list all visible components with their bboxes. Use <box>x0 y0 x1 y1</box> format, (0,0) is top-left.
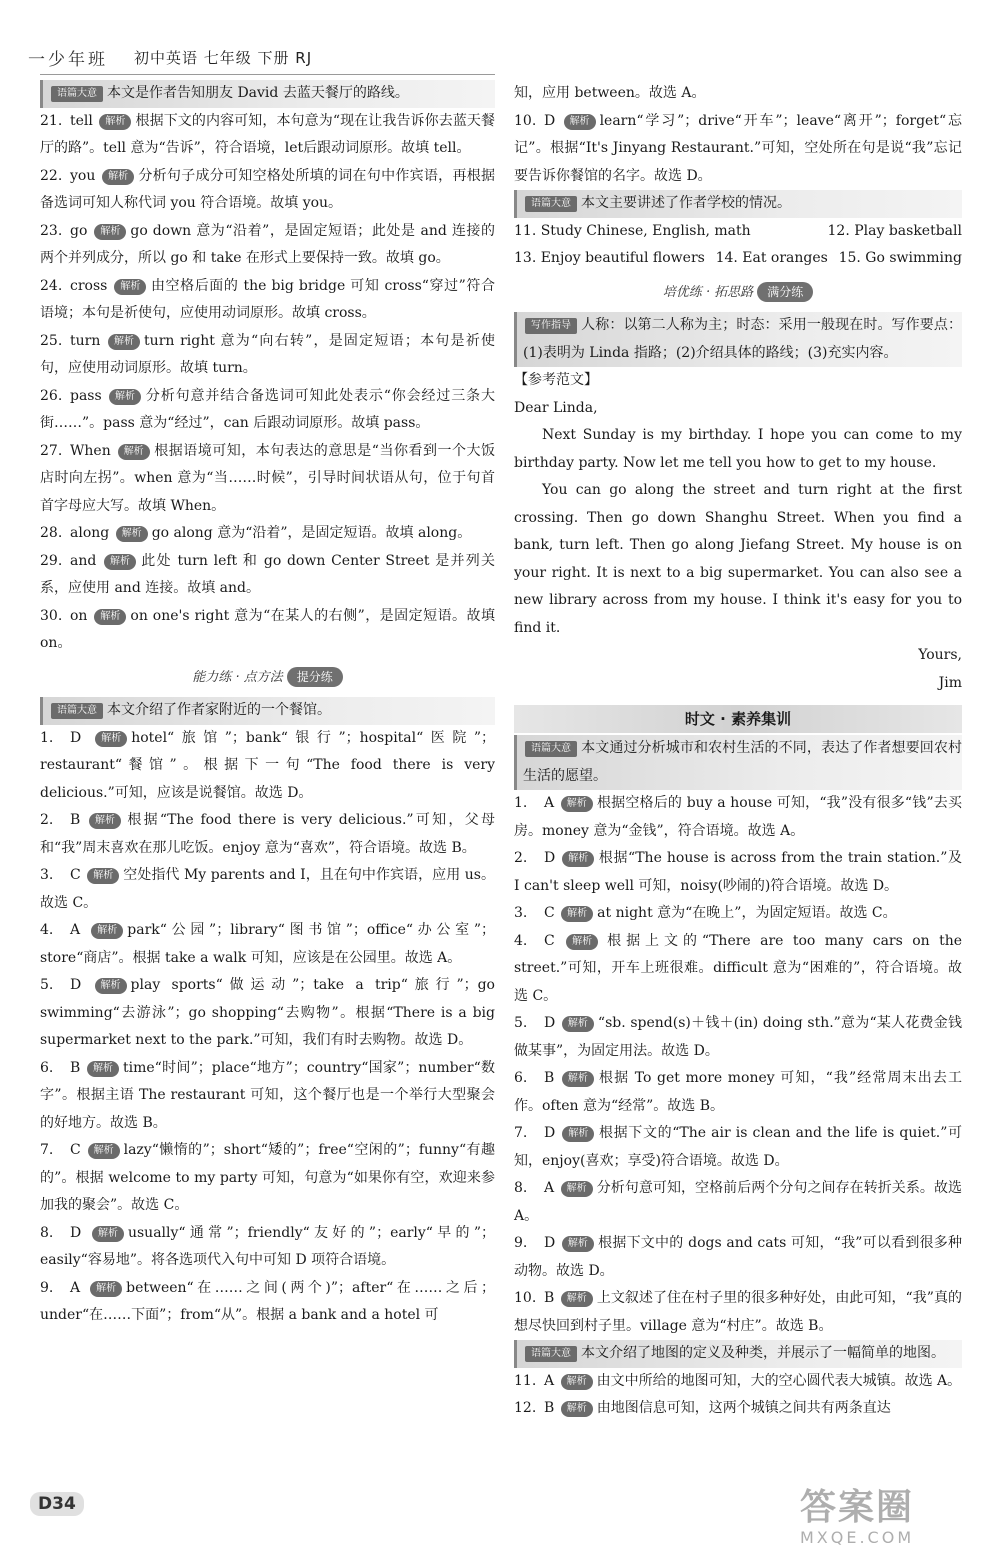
passage-summary: 语篇大意 本文主要讲述了作者学校的情况。 <box>514 190 962 218</box>
analysis-tag: 解析 <box>90 1281 122 1297</box>
analysis-tag: 解析 <box>99 114 131 130</box>
explanation-text: hotel“旅馆”；bank“银行”；hospital“医院”；restaurant“餐馆”。根据下一句“The food there is very delicious.”可知，应该是说餐馆。故选 D。 <box>40 729 496 801</box>
answer-item <box>40 218 495 273</box>
explanation-text: 根据空格后的 buy a house 可知，“我”没有很多“钱”去买房。money 意为“金钱”，符合语境。故选 A。 <box>514 795 962 839</box>
essay-closing: Yours, <box>918 647 962 663</box>
passage-summary: 语篇大意 本文通过分析城市和农村生活的不同，表达了作者想要回农村生活的愿望。 <box>514 735 962 790</box>
writing-tag: 写作指导 <box>525 318 577 334</box>
answer-list <box>40 725 495 1330</box>
answer-item <box>514 1010 962 1065</box>
continued-text: 知，应用 between。故选 A。 <box>514 85 706 101</box>
answer-value: C <box>544 905 555 921</box>
explanation-text: 根据下文的内容可知，本句意为“现在让我告诉你去蓝天餐厅的路”。tell 意为“告诉”，符合语境，let后跟动词原形。故填 tell。 <box>40 112 496 156</box>
explanation-text: 根据下文的“The air is clean and the life is quiet.”可知，enjoy(喜欢；享受)符合语境。故选 D。 <box>514 1125 962 1169</box>
answer-value: D <box>544 1235 556 1251</box>
analysis-tag: 解析 <box>562 1236 594 1252</box>
explanation-text: 由文中所给的地图可知，大的空心圆代表大城镇。故选 A。 <box>596 1372 962 1389</box>
answer-list <box>40 108 495 658</box>
analysis-tag: 解析 <box>564 114 596 130</box>
question-number: 23. <box>40 222 63 239</box>
answer-value: D <box>544 1125 556 1141</box>
answer-value: B <box>544 1290 555 1306</box>
question-number: 5. <box>40 977 54 993</box>
answer-item <box>514 1175 962 1230</box>
explanation-text: go down 意为“沿着”，是固定短语；此处是 and 连接的两个并列成分，所以 go 和 take 在形式上要保持一致。故填 go。 <box>40 222 495 266</box>
section-banner: 培优练 · 拓思路 满分练 <box>514 279 962 307</box>
watermark-logo: 答案圈 MXQE.COM <box>800 1487 915 1547</box>
answer-value: go <box>70 222 88 239</box>
question-number: 9. <box>514 1235 528 1251</box>
question-number: 10. <box>514 1290 537 1306</box>
answer-value: you <box>70 167 96 184</box>
question-number: 12. <box>514 1400 537 1416</box>
section-banner: 能力练 · 点方法 提分练 <box>40 664 495 692</box>
answer-item <box>40 1137 495 1220</box>
question-number: 10. <box>514 112 537 129</box>
analysis-tag: 解析 <box>109 389 141 405</box>
question-number: 21. <box>40 112 63 129</box>
analysis-tag: 解析 <box>116 526 148 542</box>
reference-title: 【参考范文】 <box>514 372 598 388</box>
analysis-tag: 解析 <box>102 169 134 185</box>
essay-salutation: Dear Linda, <box>514 399 598 416</box>
analysis-tag: 解析 <box>562 1016 594 1032</box>
question-number: 1. <box>514 795 528 811</box>
analysis-tag: 解析 <box>118 444 150 460</box>
answer-value: and <box>70 552 97 569</box>
answer-value: C <box>544 932 555 949</box>
essay-paragraph: You can go along the street and turn right at the first crossing. Then go down Shanghu Street. When you find a bank, turn left. Then go along Jiefang Street. My house is on your right. It is next to a big supermarket. You can also see a new library across from my house. I think it's easy for you to find it. <box>514 482 962 636</box>
explanation-text: 空处指代 My parents and I，且在句中作宾语，应用 us。故选 C。 <box>40 867 495 911</box>
sample-essay <box>514 395 962 698</box>
question-number: 6. <box>514 1070 528 1086</box>
analysis-tag: 解析 <box>87 1061 119 1077</box>
question-number: 26. <box>40 387 63 404</box>
answer-item <box>40 972 495 1055</box>
analysis-tag: 解析 <box>561 1291 593 1307</box>
answer-item <box>514 1285 962 1340</box>
answer-value: B <box>70 812 81 828</box>
short-answers-row <box>514 218 962 246</box>
essay-signature: Jim <box>938 674 962 691</box>
explanation-text: go along 意为“沿着”，是固定短语。故填 along。 <box>151 525 472 541</box>
short-answer: 13. Enjoy beautiful flowers <box>514 250 705 266</box>
question-number: 1. <box>40 729 54 746</box>
explanation-text: 上文叙述了住在村子里的很多种好处，由此可知，“我”真的想尽快回到村子里。village 意为“村庄”。故选 B。 <box>514 1290 962 1334</box>
answer-list <box>514 790 962 1340</box>
question-number: 5. <box>514 1015 528 1031</box>
answer-item <box>40 1055 495 1138</box>
question-number: 22. <box>40 167 63 184</box>
answer-item <box>40 1275 495 1330</box>
analysis-tag: 解析 <box>114 279 146 295</box>
explanation-text: 根据语境可知，本句表达的意思是“当你看到一个大饭店时向左拐”。when 意为“当……时候”，引导时间状语从句，位于句首首字母应大写。故填 When。 <box>40 442 496 514</box>
answer-value: D <box>544 1015 556 1031</box>
answer-item <box>40 108 495 163</box>
answer-value: B <box>544 1070 555 1086</box>
page-number: D34 <box>30 1492 84 1516</box>
analysis-tag: 解析 <box>94 609 126 625</box>
explanation-text: 此处 turn left 和 go down Center Street 是并列关系，应使用 and 连接。故填 and。 <box>40 552 495 596</box>
passage-summary: 语篇大意 本文介绍了地图的定义及种类，并展示了一幅简单的地图。 <box>514 1340 962 1368</box>
summary-tag: 语篇大意 <box>51 703 103 719</box>
answer-item <box>40 807 495 862</box>
question-number: 24. <box>40 277 63 294</box>
answer-item <box>514 108 962 191</box>
answer-item <box>40 862 495 917</box>
answer-value: pass <box>70 387 102 404</box>
analysis-tag: 解析 <box>561 796 593 812</box>
passage-summary: 语篇大意 本文介绍了作者家附近的一个餐馆。 <box>40 697 495 725</box>
explanation-text: usually“通常”；friendly“友好的”；early“早的”；easily“容易地”。将各选项代入句中可知 D 项符合语境。 <box>40 1224 495 1268</box>
question-number: 3. <box>514 905 528 921</box>
answer-item <box>40 383 495 438</box>
answer-item <box>40 548 495 603</box>
short-answers-row <box>514 245 962 273</box>
explanation-text: 根据“The house is across from the train station.”及 I can't sleep well 可知，noisy(吵闹的)符合语境。故选 D。 <box>514 850 962 894</box>
answer-value: D <box>70 729 82 746</box>
answer-item <box>514 900 962 928</box>
answer-item <box>514 1230 962 1285</box>
analysis-tag: 解析 <box>87 868 119 884</box>
analysis-tag: 解析 <box>562 851 594 867</box>
right-column <box>514 80 962 1423</box>
answer-item <box>514 845 962 900</box>
explanation-text: at night 意为“在晚上”，为固定短语。故选 C。 <box>597 905 897 921</box>
explanation-text: 分析句意并结合备选词可知此处表示“你会经过三条大街……”。pass 意为“经过”，can 后跟动词原形。故填 pass。 <box>40 387 496 431</box>
section-title: 时文 · 素养集训 <box>514 705 962 733</box>
answer-item <box>40 603 495 658</box>
question-number: 25. <box>40 332 63 349</box>
answer-value: B <box>544 1400 555 1416</box>
answer-value: D <box>70 977 82 993</box>
explanation-text: 由地图信息可知，这两个城镇之间共有两条直达 <box>596 1400 891 1416</box>
question-number: 11. <box>514 1372 537 1389</box>
explanation-text: between“在……之间(两个)”；after“在……之后；under“在……下面”；from“从”。根据 a bank and a hotel 可 <box>40 1279 495 1323</box>
answer-list <box>514 108 962 191</box>
answer-value: on <box>70 607 88 624</box>
analysis-tag: 解析 <box>108 334 140 350</box>
answer-item <box>40 1220 495 1275</box>
question-number: 8. <box>40 1224 54 1241</box>
essay-paragraph: Next Sunday is my birthday. I hope you can come to my birthday party. Now let me tell you how to get to my house. <box>514 427 962 471</box>
brand-logo: 一少年班 <box>28 49 108 70</box>
summary-tag: 语篇大意 <box>525 1346 577 1362</box>
analysis-tag: 解析 <box>95 731 127 747</box>
analysis-tag: 解析 <box>89 813 121 829</box>
question-number: 6. <box>40 1059 54 1076</box>
summary-tag: 语篇大意 <box>51 86 103 102</box>
left-column <box>40 80 495 1330</box>
answer-value: cross <box>70 277 108 294</box>
answer-value: A <box>544 1372 555 1389</box>
answer-list <box>514 1368 962 1423</box>
answer-item <box>514 790 962 845</box>
answer-value: along <box>70 525 110 541</box>
answer-value: C <box>70 1142 81 1158</box>
analysis-tag: 解析 <box>88 1143 120 1159</box>
explanation-text: lazy“懒惰的”；short“矮的”；free“空闲的”；funny“有趣的”。根据 welcome to my party 可知，句意为“如果你有空，欢迎来参加我的聚会”。故选 C。 <box>40 1142 495 1213</box>
answer-value: A <box>70 1279 81 1296</box>
answer-value: D <box>544 850 556 866</box>
analysis-tag: 解析 <box>561 1401 593 1417</box>
summary-tag: 语篇大意 <box>525 741 577 757</box>
answer-item <box>514 1395 962 1423</box>
analysis-tag: 解析 <box>94 224 126 240</box>
answer-value: A <box>544 795 555 811</box>
explanation-text: turn right 意为“向右转”，是固定短语；本句是祈使句，应使用动词原形。故填 turn。 <box>40 332 495 376</box>
question-number: 3. <box>40 867 54 883</box>
question-number: 30. <box>40 607 63 624</box>
question-number: 2. <box>514 850 528 866</box>
analysis-tag: 解析 <box>91 923 123 939</box>
analysis-tag: 解析 <box>562 1126 594 1142</box>
header-divider <box>40 74 495 75</box>
answer-value: When <box>70 442 111 459</box>
explanation-text: 根据下文中的 dogs and cats 可知，“我”可以看到很多种动物。故选 D。 <box>514 1235 963 1279</box>
answer-item <box>514 1120 962 1175</box>
analysis-tag: 解析 <box>561 906 593 922</box>
question-number: 29. <box>40 552 63 569</box>
analysis-tag: 解析 <box>566 934 598 950</box>
question-number: 27. <box>40 442 63 459</box>
short-answer: 15. Go swimming <box>838 250 962 266</box>
explanation-text: learn“学习”；drive“开车”；leave“离开”；forget“忘记”。根据“It's Jinyang Restaurant.”可知，空处所在句是说“我”忘记要告诉你餐馆的名字。故选 D。 <box>514 112 962 184</box>
question-number: 4. <box>40 922 54 938</box>
answer-value: A <box>544 1180 555 1196</box>
explanation-text: 根据 To get more money 可知，“我”经常周末出去工作。often 意为“经常”。故选 B。 <box>514 1070 962 1114</box>
question-number: 9. <box>40 1279 54 1296</box>
explanation-text: on one's right 意为“在某人的右侧”，是固定短语。故填 on。 <box>40 607 496 651</box>
explanation-text: 根据“The food there is very delicious.”可知，父母和“我”周末喜欢在那儿吃饭。enjoy 意为“喜欢”，符合语境。故选 B。 <box>40 812 496 856</box>
explanation-text: time“时间”；place“地方”；country“国家”；number“数字”。根据主语 The restaurant 可知，这个餐厅也是一个举行大型聚会的好地方。故选 B。 <box>40 1059 495 1131</box>
book-series: 初中英语 七年级 下册 RJ <box>134 48 313 67</box>
answer-item <box>40 520 495 548</box>
explanation-text: play sports“做运动”；take a trip“旅行”；go swimming“去游泳”；go shopping“去购物”。根据“There is a big supermarket next to the park.”可知，我们有时去购物。故选 D。 <box>40 977 495 1048</box>
answer-item <box>40 917 495 972</box>
analysis-tag: 解析 <box>92 1226 124 1242</box>
answer-item <box>40 163 495 218</box>
answer-item <box>40 328 495 383</box>
explanation-text: park“公园”；library“图书馆”；office“办公室”；store“商店”。根据 take a walk 可知，应该是在公园里。故选 A。 <box>40 922 495 966</box>
question-number: 7. <box>40 1142 54 1158</box>
summary-tag: 语篇大意 <box>525 196 577 212</box>
explanation-text: 分析句子成分可知空格处所填的词在句中作宾语，再根据备选词可知人称代词 you 符合语境。故填 you。 <box>40 167 496 211</box>
explanation-text: 由空格后面的 the big bridge 可知 cross“穿过”符合语境；本句是祈使句，应使用动词原形。故填 cross。 <box>40 277 496 321</box>
question-number: 8. <box>514 1180 528 1196</box>
answer-item <box>514 928 962 1011</box>
analysis-tag: 解析 <box>561 1374 593 1390</box>
analysis-tag: 解析 <box>95 978 127 994</box>
question-number: 2. <box>40 812 54 828</box>
question-number: 4. <box>514 932 528 949</box>
answer-value: C <box>70 867 81 883</box>
passage-summary: 语篇大意 本文是作者告知朋友 David 去蓝天餐厅的路线。 <box>40 80 495 108</box>
writing-guide: 写作指导 人称：以第二人称为主；时态：采用一般现在时。写作要点：(1)表明为 Linda 指路；(2)介绍具体的路线；(3)充实内容。 <box>514 312 962 367</box>
answer-item <box>514 1368 962 1396</box>
answer-item <box>514 1065 962 1120</box>
short-answer: 11. Study Chinese, English, math <box>514 222 751 239</box>
explanation-text: 分析句意可知，空格前后两个分句之间存在转折关系。故选 A。 <box>514 1180 963 1224</box>
analysis-tag: 解析 <box>104 554 136 570</box>
question-number: 28. <box>40 525 63 541</box>
analysis-tag: 解析 <box>561 1181 593 1197</box>
answer-item <box>40 273 495 328</box>
analysis-tag: 解析 <box>562 1071 594 1087</box>
answer-item <box>40 438 495 521</box>
explanation-text: “sb. spend(s)＋钱＋(in) doing sth.”意为“某人花费金钱做某事”，为固定用法。故选 D。 <box>514 1015 963 1059</box>
question-number: 7. <box>514 1125 528 1141</box>
explanation-text: 根据上文的“There are too many cars on the street.”可知，开车上班很难。difficult 意为“困难的”，符合语境。故选 C。 <box>514 932 962 1004</box>
answer-value: turn <box>70 332 101 349</box>
answer-item <box>40 725 495 808</box>
answer-value: tell <box>70 112 93 129</box>
page-header <box>28 40 488 74</box>
short-answer: 12. Play basketball <box>827 222 962 239</box>
answer-value: D <box>70 1224 82 1241</box>
answer-value: D <box>544 112 556 129</box>
answer-value: B <box>70 1059 81 1076</box>
short-answer: 14. Eat oranges <box>715 250 828 266</box>
answer-value: A <box>70 922 81 938</box>
